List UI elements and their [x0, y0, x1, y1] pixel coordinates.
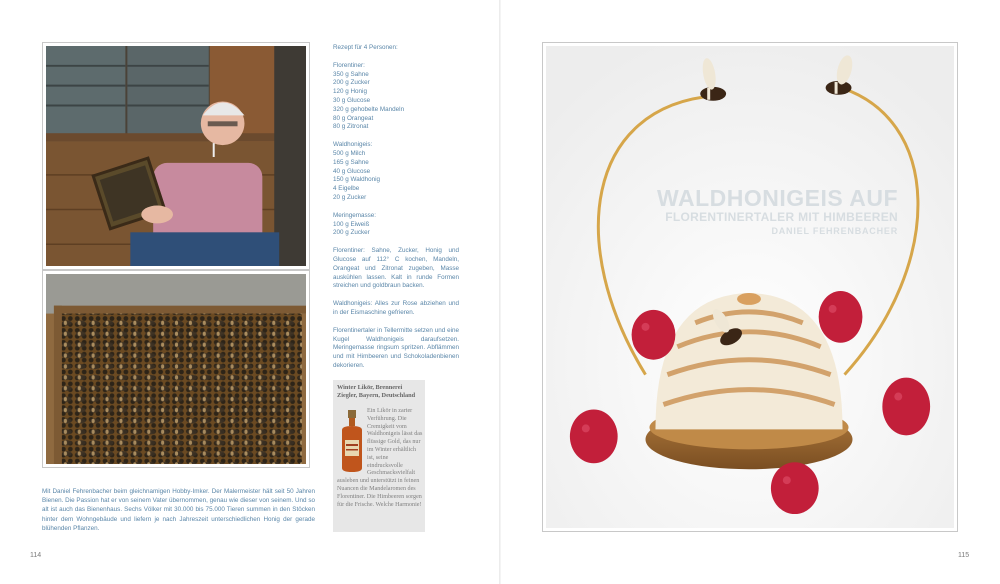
step-serving: Florentinertaler in Tellermitte setzen und eine Kugel Waldhonigeis daraufsetzen. Meringemasse ringsum spritzen. Abflämmen und mit Himbeeren und Schokoladenbienen dekorieren.: [333, 326, 459, 369]
page-number-left: 114: [30, 552, 42, 559]
photo-caption: Mit Daniel Fehrenbacher beim gleichnamigen Hobby-Imker. Der Malermeister hält seit 50 Jahren Bienen. Die Passion hat er von seinem Vater übernommen, genau wie dieser von seinem. Und so alt ist auch das Bienenhaus. Sechs Völker mit 30.000 bis 75.000 Tieren summen in den Stöcken hinter dem Wohngebäude und liefern je nach Jahreszeit unterschiedlichen Honig der gerade blühenden Pflanzen.: [42, 488, 315, 532]
dessert-photo: [542, 42, 958, 532]
ingredients-waldhonigeis: [333, 141, 459, 203]
ingredient-item: 500 g Milch: [333, 149, 366, 157]
ingredient-heading: Waldhonigeis:: [333, 141, 373, 149]
page-gutter: [499, 0, 501, 584]
ingredient-item: 350 g Sahne: [333, 70, 369, 78]
dessert-illustration: [546, 46, 954, 528]
ingredient-item: 20 g Zucker: [333, 193, 367, 201]
ingredient-heading: Meringemasse:: [333, 211, 377, 219]
ingredients-florentiner: [333, 62, 459, 132]
ingredient-item: 80 g Orangeat: [333, 114, 374, 122]
step-waldhonigeis: Waldhonigeis: Alles zur Rose abziehen und in der Eismaschine gefrieren.: [333, 300, 459, 316]
page-number-right: 115: [958, 552, 970, 559]
honeycomb-illustration: [46, 274, 306, 464]
ingredient-item: 100 g Eiweiß: [333, 220, 370, 228]
recipe-title: WALDHONIGEIS AUF: [657, 185, 898, 211]
step-florentiner: Florentiner: Sahne, Zucker, Honig und Glucose auf 112° C kochen, Mandeln, Orangeat und Zitronat zugeben, Masse auskühlen lassen. Kalt in runde Formen streichen und goldbraun backen.: [333, 247, 459, 290]
recipe-servings: Rezept für 4 Personen:: [333, 44, 398, 51]
ingredient-heading: Florentiner:: [333, 61, 365, 69]
beekeeper-photo: [42, 42, 310, 270]
recipe-author: DANIEL FEHRENBACHER: [771, 226, 898, 236]
ingredient-item: 150 g Waldhonig: [333, 176, 381, 184]
ingredient-item: 200 g Zucker: [333, 79, 370, 87]
wine-recommendation-box: [333, 380, 425, 532]
ingredient-item: 165 g Sahne: [333, 158, 369, 166]
bottle-icon: [337, 408, 367, 474]
liqueur-bottle-image: [337, 408, 367, 474]
wine-title: Winter Likör, Brennerei Ziegler, Bayern, Deutschland: [337, 384, 416, 399]
ingredient-item: 120 g Honig: [333, 88, 367, 96]
recipe-title-block: [600, 186, 898, 237]
wine-description: Ein Likör in zarter Verführung. Die Cremigkeit vom Waldhonigeis lässt das flüssige Gold, das nur im Winter erhältlich ist, seine eindrucksvolle Geschmacksvielfalt ausleben und unterstützt in feinen Nuancen die Mandelaromen des Florentiner. Die Himbeeren sorgen für die Frische. Welche Harmonie!: [337, 408, 423, 508]
ingredient-item: 200 g Zucker: [333, 229, 370, 237]
recipe-column: [333, 44, 459, 380]
beekeeper-illustration: [46, 46, 306, 266]
honeycomb-photo: [42, 270, 310, 468]
ingredient-item: 40 g Glucose: [333, 167, 371, 175]
ingredient-item: 320 g gehobelte Mandeln: [333, 105, 405, 113]
wine-description-block: [337, 408, 423, 509]
ingredient-item: 30 g Glucose: [333, 96, 371, 104]
ingredients-meringemasse: [333, 212, 459, 238]
recipe-subtitle: FLORENTINERTALER MIT HIMBEEREN: [665, 210, 898, 224]
ingredient-item: 80 g Zitronat: [333, 123, 369, 131]
ingredient-item: 4 Eigelbe: [333, 185, 360, 193]
